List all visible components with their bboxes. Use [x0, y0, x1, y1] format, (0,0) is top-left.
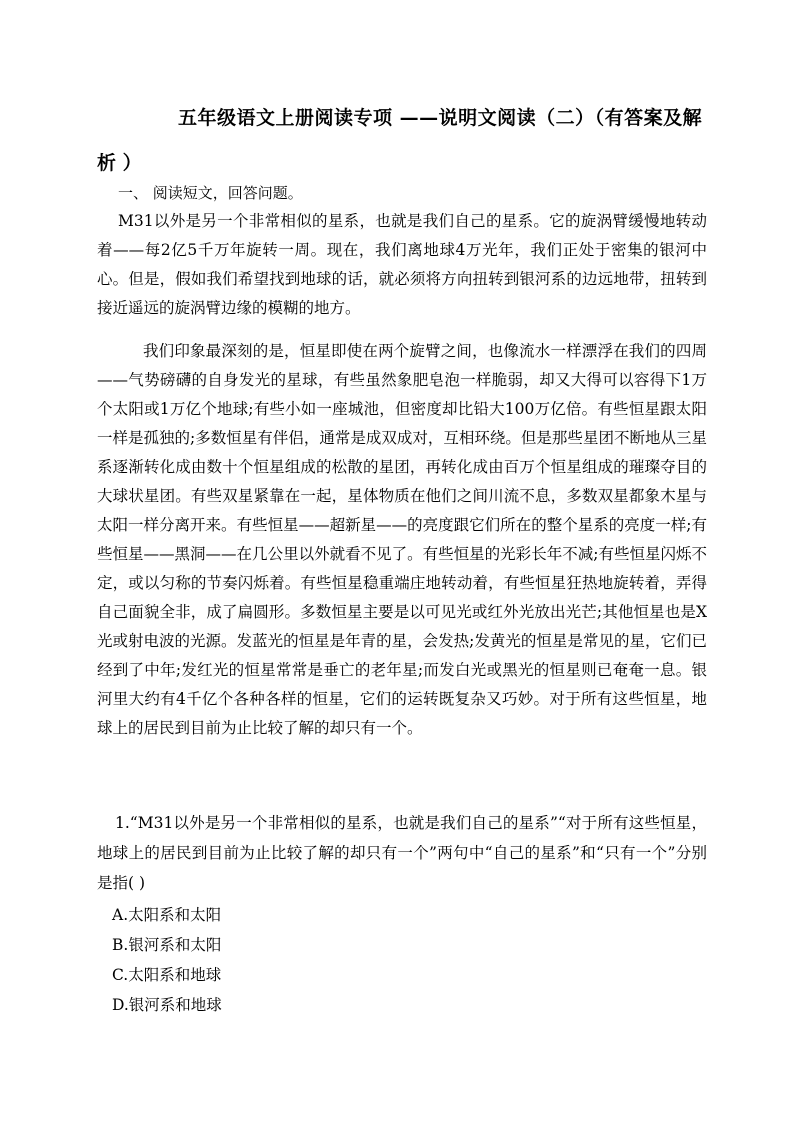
question-1-stem: 1.“M31以外是另一个非常相似的星系，也就是我们自己的星系”“对于所有这些恒星，地球上的居民到目前为止比较了解的却只有一个”两句中“自己的星系”和“只有一个”分别是指( ) — [97, 814, 707, 892]
passage-paragraph-1: M31以外是另一个非常相似的星系，也就是我们自己的星系。它的旋涡臂缓慢地转动着——每2亿5千万年旋转一周。现在，我们离地球4万光年，我们正处于密集的银河中心。但是，假如我们希望找到地球的话，就必须将方向扭转到银河系的边远地带，扭转到接近遥远的旋涡臂边缘的模糊的地方。 — [97, 212, 707, 317]
section-heading: 一、 阅读短文，回答问题。 — [118, 184, 303, 202]
answer-option-d: D.银河系和地球 — [112, 996, 222, 1014]
passage-paragraph-2: 我们印象最深刻的是，恒星即使在两个旋臂之间，也像流水一样漂浮在我们的四周——气势磅礴的自身发光的星球，有些虽然象肥皂泡一样脆弱，却又大得可以容得下1万个太阳或1万亿个地球;有些小如一座城池，但密度却比铅大100万亿倍。有些恒星跟太阳一样是孤独的;多数恒星有伴侣，通常是成双成对，互相环绕。但是那些星团不断地从三星系逐渐转化成由数十个恒星组成的松散的星团，再转化成由百万个恒星组成的璀璨夺目的大球状星团。有些双星紧靠在一起，星体物质在他们之间川流不息，多数双星都象木星与太阳一样分离开来。有些恒星——超新星——的亮度跟它们所在的整个星系的亮度一样;有些恒星——黑洞——在几公里以外就看不见了。有些恒星的光彩长年不减;有些恒星闪烁不定，或以匀称的节奏闪烁着。有些恒星稳重端庄地转动着，有些恒星狂热地旋转着，弄得自己面貌全非，成了扁圆形。多数恒星主要是以可见光或红外光放出光芒;其他恒星也是X光或射电波的光源。发蓝光的恒星是年青的星，会发热;发黄光的恒星是常见的星，它们已经到了中年;发红光的恒星常常是垂亡的老年星;而发白光或黑光的恒星则已奄奄一息。银河里大约有4千亿个各种各样的恒星，它们的运转既复杂又巧妙。对于所有这些恒星，地球上的居民到目前为止比较了解的却只有一个。 — [97, 342, 707, 737]
document-title-continued: 析 ） — [97, 152, 142, 174]
answer-option-c: C.太阳系和地球 — [112, 966, 222, 984]
answer-option-b: B.银河系和太阳 — [112, 936, 222, 954]
document-title: 五年级语文上册阅读专项 ——说明文阅读（二）（有答案及解 — [178, 107, 703, 129]
answer-option-a: A.太阳系和太阳 — [112, 906, 222, 924]
